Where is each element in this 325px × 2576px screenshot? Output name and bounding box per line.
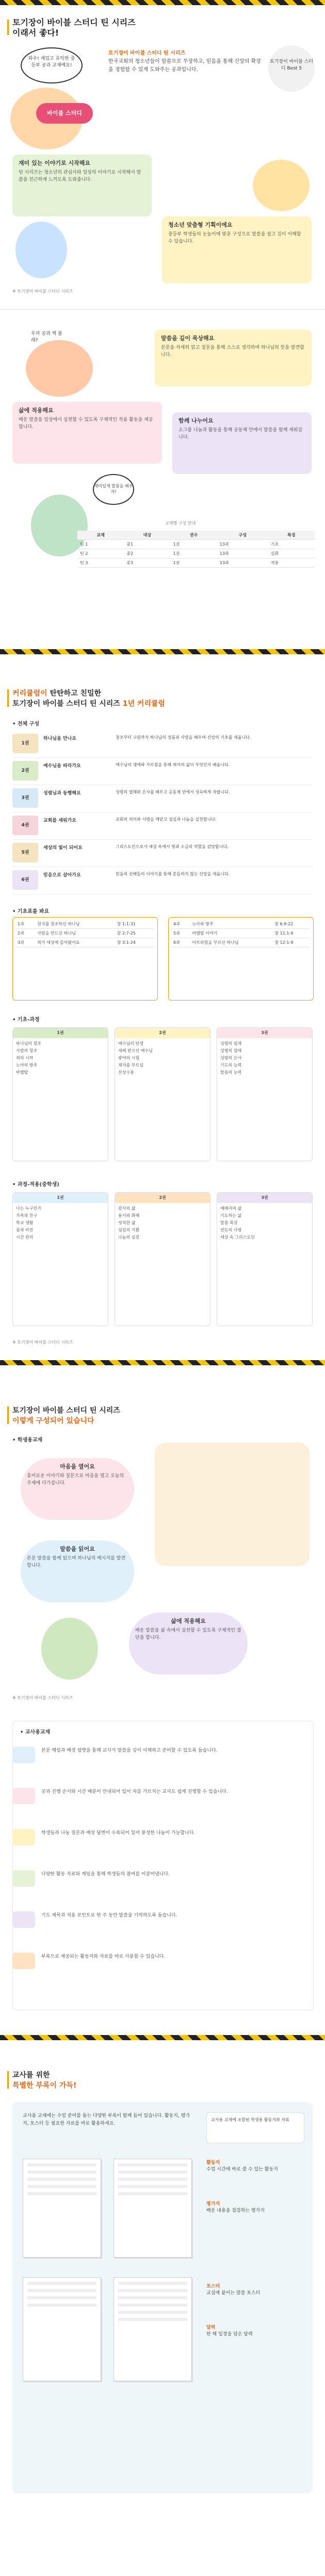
col-item: 학교 생활 (16, 1221, 34, 1225)
balloon-2-text: 본문 말씀을 함께 읽으며 하나님의 메시지를 발견합니다. (27, 1556, 126, 1568)
feature-card-3-title: 말씀을 깊이 묵상해요 (161, 335, 215, 342)
table-note: 교재별 구성 안내 (165, 521, 196, 526)
feature-text: 부록으로 제공되는 활동지와 자료를 바로 사용할 수 있습니다. (41, 1954, 166, 1959)
curriculum-row (12, 812, 313, 840)
col-item: 사람의 창조 (16, 1048, 38, 1053)
calendar-thumb (113, 2277, 192, 2381)
activity-sheet-thumb (23, 2159, 101, 2258)
table-cell: 틴 2 (77, 549, 124, 558)
table-row (171, 920, 310, 929)
feature-card-5-text: 소그룹 나눔과 활동을 통해 공동체 안에서 말씀을 함께 세워갑니다. (178, 428, 303, 440)
col-head: 1권 (13, 1193, 108, 1203)
table-cell: 틴 3 (77, 558, 124, 568)
appendix-item-title: 평가지 (206, 2201, 220, 2207)
book-icon (12, 1747, 35, 1763)
table-head: 대상 (124, 531, 170, 540)
table-cell: 노아와 방주 (189, 920, 272, 929)
col-item: 성령의 열매 (220, 1048, 242, 1053)
table-cell: 기초 (268, 540, 315, 549)
row-text: 예수님의 생애와 가르침을 통해 제자의 삶이 무엇인지 배웁니다. (116, 762, 230, 767)
balloon-1-title: 마음을 열어요 (60, 1463, 95, 1470)
feature-card-1-title: 재미 있는 이야기로 시작해요 (19, 160, 90, 166)
row-title: 교회를 세워가요 (43, 818, 76, 823)
feature-card-3-text: 본문을 자세히 읽고 질문을 통해 스스로 생각하며 하나님의 뜻을 발견합니다. (161, 345, 304, 358)
title-bar (7, 1406, 9, 1424)
small-bubble: 재미있게 말씀을 배우자! (93, 474, 134, 505)
speech-bubble: 와우! 재밌고 유익한 중등부 공과 교재예요! (21, 47, 83, 83)
divider (0, 309, 325, 310)
col-item: 기도의 능력 (220, 1063, 242, 1067)
title-bar (7, 20, 9, 35)
row-title: 세상의 빛이 되어요 (43, 845, 83, 851)
curriculum-row (12, 758, 313, 785)
feature-card-4-title: 삶에 적용해요 (19, 407, 54, 414)
hazard-stripe (0, 2035, 325, 2040)
intro-section (0, 0, 325, 675)
row-text: 그리스도인으로서 세상 속에서 빛과 소금의 역할을 감당합니다. (116, 844, 229, 849)
appendix-item-title: 달력 (206, 2325, 216, 2330)
sub-label: • 기초-과정 (12, 1017, 40, 1023)
kids-illustration (15, 222, 67, 278)
table-cell: 중3 (124, 558, 170, 568)
table-cell: 창 3:1-24 (115, 938, 154, 947)
col-head: 3권 (217, 1193, 312, 1203)
apply-col-3 (217, 1192, 313, 1326)
book-table (77, 531, 315, 568)
structure-heading-line1: 토기장이 바이블 스터디 틴 시리즈 (12, 1406, 120, 1415)
table-cell: 1권 (171, 549, 217, 558)
col-item: 하나님의 창조 (16, 1041, 41, 1046)
table-cell: 심화 (268, 549, 315, 558)
feature-4 (12, 1870, 313, 1891)
table-cell: 창 2:7-25 (115, 929, 154, 938)
col-item: 산상수훈 (118, 1070, 134, 1075)
table-row (77, 549, 315, 558)
speech-text: 우리 공과 책 볼래? (31, 331, 62, 343)
feature-card-4 (12, 402, 162, 464)
course-col-1 (12, 1027, 108, 1161)
table-cell: 천지를 창조하신 하나님 (35, 920, 115, 929)
curriculum-heading (12, 688, 165, 709)
sheet-icon (12, 1953, 35, 1969)
col-item: 가족과 친구 (16, 1213, 38, 1218)
title-bar (7, 2071, 9, 2089)
row-label: 1권 (12, 734, 38, 753)
appendix-item-2 (206, 2200, 304, 2213)
col-item: 감사의 삶 (118, 1206, 136, 1211)
table-row (77, 558, 315, 568)
course-col-3 (217, 1027, 313, 1161)
col-item: 세상 속 그리스도인 (220, 1235, 255, 1240)
heading-line2: 토기장이 바이블 스터디 틴 시리즈 (12, 700, 120, 708)
row-label: 5권 (12, 843, 38, 862)
feature-card-2-text: 중등부 학생들의 눈높이에 맞춘 구성으로 말씀을 쉽고 깊이 이해할 수 있습니다. (168, 232, 301, 244)
test-sheet-thumb (113, 2159, 192, 2258)
structure-caption: ※ 토기장이 바이블 스터디 시리즈 (12, 1696, 73, 1700)
feature-text: 다양한 활동 자료와 게임을 통해 학생들의 참여를 이끌어냅니다. (41, 1872, 170, 1877)
col-head: 1권 (13, 1028, 108, 1038)
appendix-item-title: 활동지 (206, 2160, 220, 2165)
intro-caption: ※ 토기장이 바이블 스터디 시리즈 (12, 289, 73, 294)
col-item: 말씀 묵상 (220, 1221, 238, 1225)
appendix-item-text: 배운 내용을 점검하는 평가지 (206, 2208, 265, 2213)
table-cell: 1권 (171, 558, 217, 568)
feature-text: 본문 해설과 배경 설명을 통해 교사가 말씀을 깊이 이해하고 준비할 수 있도록 돕습니다. (41, 1748, 218, 1753)
col-item: 꿈과 비전 (16, 1228, 34, 1232)
feature-card-2-title: 청소년 맞춤형 기획이에요 (168, 222, 233, 228)
col-item: 성령의 은사 (220, 1056, 242, 1060)
table-cell: 1과 (15, 920, 35, 929)
clock-icon (12, 1788, 35, 1804)
feature-card-5-title: 함께 나누어요 (178, 417, 214, 424)
balloon-3 (129, 1613, 248, 1674)
list-box-left (12, 917, 158, 1001)
col-item: 광야의 시험 (118, 1056, 140, 1060)
heading-mid: 탄탄하고 친밀한 (50, 689, 102, 698)
col-item: 말씀의 능력 (220, 1070, 242, 1075)
row-text: 성령의 열매와 은사를 배우고 공동체 안에서 성숙하게 자랍니다. (116, 790, 230, 794)
appendix-item-3 (206, 2282, 304, 2296)
balloon-3-text: 배운 말씀을 삶 속에서 실천할 수 있도록 구체적인 결단을 합니다. (135, 1628, 241, 1640)
heading-orange: 1년 커리큘럼 (122, 700, 165, 708)
feature-text: 공과 진행 순서와 시간 배분이 안내되어 있어 처음 가르치는 교사도 쉽게 진행할 수 있습니다. (41, 1789, 228, 1794)
curriculum-row (12, 731, 313, 758)
feature-6 (12, 1953, 313, 1973)
table-cell: 창 12:1-9 (272, 938, 310, 947)
structure-heading (12, 1405, 120, 1426)
feature-5 (12, 1911, 313, 1932)
balloon-3-title: 삶에 적용해요 (171, 1618, 206, 1624)
col-item: 정직한 삶 (118, 1221, 136, 1225)
appendix-item-text: 수업 시간에 바로 쓸 수 있는 활동지 (206, 2167, 278, 2172)
balloon-1-text: 흥미로운 이야기와 질문으로 마음을 열고 오늘의 주제에 다가갑니다. (27, 1473, 124, 1486)
apply-col-1 (12, 1192, 108, 1326)
students-illustration (155, 1443, 310, 1566)
table-cell: 적용 (268, 558, 315, 568)
table-cell: 5과 (171, 929, 189, 938)
curriculum-row (12, 785, 313, 812)
sub-label: • 기초표를 봐요 (12, 909, 50, 914)
table-cell: 13과 (217, 558, 268, 568)
feature-text: 기도 제목과 적용 포인트로 한 주 동안 말씀을 기억하도록 돕습니다. (41, 1913, 177, 1918)
row-title: 성령님과 동행해요 (43, 791, 81, 796)
col-item: 제자를 부르심 (118, 1063, 143, 1067)
question-icon (12, 1829, 35, 1845)
table-cell: 13과 (217, 549, 268, 558)
intro-heading-line2: 이래서 좋다! (12, 28, 59, 38)
mother-illustration (26, 340, 93, 397)
row-title: 믿음으로 살아가요 (43, 873, 81, 878)
curriculum-row (12, 840, 313, 867)
girl-illustration (41, 1618, 98, 1680)
col-item: 용서와 화해 (118, 1213, 140, 1218)
table-cell: 사람을 만드신 하나님 (35, 929, 115, 938)
title-bar (7, 689, 9, 707)
pray-icon (12, 1911, 35, 1928)
game-icon (12, 1870, 35, 1887)
table-cell: 창 1:1-31 (115, 920, 154, 929)
feature-card-5 (172, 412, 312, 474)
appendix-item-text: 교실에 붙이는 말씀 포스터 (206, 2291, 261, 2296)
feature-text: 학생들과 나눌 질문과 예상 답변이 수록되어 있어 풍성한 나눔이 가능합니다. (41, 1831, 196, 1836)
row-text: 창조부터 구원까지 하나님의 성품과 사랑을 배우며 신앙의 기초를 세웁니다. (116, 735, 251, 740)
heading-pre: 커리큘럼이 (12, 689, 47, 698)
table-cell: 틴 1 (77, 540, 124, 549)
series-desc: 한국교회의 청소년들이 말씀으로 무장하고, 믿음을 통해 신앙의 확장을 경험할 수 있게 도와주는 공과입니다. (108, 59, 261, 73)
table-head: 교재 (77, 531, 124, 540)
appendix-item-title: 포스터 (206, 2284, 220, 2289)
appendix-intro: 교사용 교재에는 수업 준비를 돕는 다양한 부록이 함께 들어 있습니다. 활동지, 평가지, 포스터 등 필요한 자료를 바로 활용하세요. (23, 2113, 190, 2126)
lesson-table (171, 920, 310, 947)
table-row (171, 938, 310, 947)
col-item: 세례 받으신 예수님 (118, 1048, 153, 1053)
table-head: 권수 (171, 531, 217, 540)
table-cell: 중2 (124, 549, 170, 558)
series-title: 토기장이 바이블 스터디 틴 시리즈 (108, 50, 186, 56)
kid-reading-illustration (253, 160, 310, 211)
teacher-section (0, 2056, 325, 2576)
table-row (15, 938, 154, 947)
table-head: 구성 (217, 531, 268, 540)
course-col-2 (115, 1027, 210, 1161)
row-text: 믿음의 선배들의 이야기를 통해 흔들리지 않는 신앙을 세웁니다. (116, 872, 230, 876)
table-cell: 창 6:9-22 (272, 920, 310, 929)
balloon-2-title: 말씀을 읽어요 (60, 1546, 95, 1552)
col-item: 성령의 임재 (220, 1041, 242, 1046)
feature-card-1-text: 틴 시리즈는 청소년의 관심사와 일상의 이야기로 시작해서 말씀을 친근하게 느끼도록 도와줍니다. (19, 170, 141, 182)
owl-badge: 토기장이 바이블 스터디 Best 5 (268, 45, 315, 92)
sub-label: • 과정-적용(중학생) (12, 1182, 59, 1188)
col-head: 2권 (115, 1193, 210, 1203)
table-row (15, 929, 154, 938)
row-text: 교회의 의미와 사명을 깨닫고 섬김과 나눔을 실천합니다. (116, 817, 217, 822)
curriculum-caption: ※ 토기장이 바이블 스터디 시리즈 (12, 1340, 73, 1345)
col-head: 2권 (115, 1028, 210, 1038)
table-cell: 2과 (15, 929, 35, 938)
table-head: 특징 (268, 531, 315, 540)
table-cell: 6과 (171, 938, 189, 947)
feature-card-3 (155, 330, 312, 386)
intro-heading (12, 18, 136, 38)
table-cell: 13과 (217, 540, 268, 549)
col-item: 예배자의 삶 (220, 1206, 242, 1211)
col-item: 노아의 방주 (16, 1063, 38, 1067)
col-item: 나눔의 실천 (118, 1235, 140, 1240)
table-row (15, 920, 154, 929)
col-item: 죄의 시작 (16, 1056, 34, 1060)
structure-heading-line2: 이렇게 구성되어 있습니다 (12, 1417, 94, 1425)
sub-label: • 학생용교재 (12, 1437, 43, 1443)
feature-card-2 (162, 216, 312, 283)
table-cell: 아브라함을 부르신 하나님 (189, 938, 272, 947)
appendix-item-4 (206, 2324, 304, 2337)
col-item: 기도하는 삶 (220, 1213, 242, 1218)
lesson-table (15, 920, 154, 947)
series-intro (108, 49, 263, 74)
table-cell: 4과 (171, 920, 189, 929)
feature-1 (12, 1747, 313, 1767)
row-label: 3권 (12, 788, 38, 808)
feature-card-1 (12, 155, 152, 216)
col-item: 전도의 사명 (220, 1228, 242, 1232)
sub-label: • 전체 구성 (12, 721, 39, 727)
table-cell: 바벨탑 이야기 (189, 929, 272, 938)
col-item: 바벨탑 (16, 1070, 28, 1075)
curriculum-row (12, 867, 313, 894)
poster-thumb (23, 2277, 101, 2381)
feature-3 (12, 1829, 313, 1850)
intro-heading-line1: 토기장이 바이블 스터디 틴 시리즈 (12, 18, 136, 27)
table-cell: 1권 (171, 540, 217, 549)
apply-col-2 (115, 1192, 210, 1326)
appendix-side-note: 교사용 교재에 포함된 학생용 활동지와 자료 (206, 2112, 304, 2143)
balloon-2 (21, 1540, 134, 1602)
row-label: 6권 (12, 870, 38, 890)
list-box-right (168, 917, 314, 1001)
balloon-1 (21, 1458, 134, 1520)
curriculum-rows (12, 731, 313, 894)
table-cell: 죄가 세상에 들어왔어요 (35, 938, 115, 947)
feature-2 (12, 1788, 313, 1808)
teacher-heading-line1: 교사를 위한 (12, 2071, 50, 2079)
table-cell: 창 11:1-9 (272, 929, 310, 938)
col-head: 3권 (217, 1028, 312, 1038)
appendix-item-text: 한 해 일정을 담은 달력 (206, 2332, 253, 2337)
col-item: 시간 관리 (16, 1235, 34, 1240)
hazard-stripe (0, 649, 325, 654)
col-item: 예수님의 탄생 (118, 1041, 143, 1046)
col-item: 나는 누구인가 (16, 1206, 41, 1211)
appendix-item-1 (206, 2159, 304, 2172)
table-row (171, 929, 310, 938)
row-label: 2권 (12, 761, 38, 781)
table-row (77, 540, 315, 549)
teacher-heading-line2: 특별한 부록이 가득! (12, 2081, 77, 2090)
hazard-stripe (0, 1360, 325, 1365)
table-cell: 3과 (15, 938, 35, 947)
row-title: 하나님을 만나요 (43, 736, 76, 741)
hazard-stripe (0, 0, 325, 5)
col-item: 섬김의 기쁨 (118, 1228, 140, 1232)
series-logo: 바이블 스터디 (36, 103, 93, 124)
row-title: 예수님을 따라가요 (43, 764, 81, 769)
row-label: 4권 (12, 816, 38, 835)
sub-label: • 교사용교재 (20, 1730, 51, 1735)
feature-card-4-text: 배운 말씀을 일상에서 실천할 수 있도록 구체적인 적용 활동을 제공합니다. (19, 417, 153, 430)
table-cell: 중1 (124, 540, 170, 549)
teacher-heading (12, 2070, 76, 2091)
